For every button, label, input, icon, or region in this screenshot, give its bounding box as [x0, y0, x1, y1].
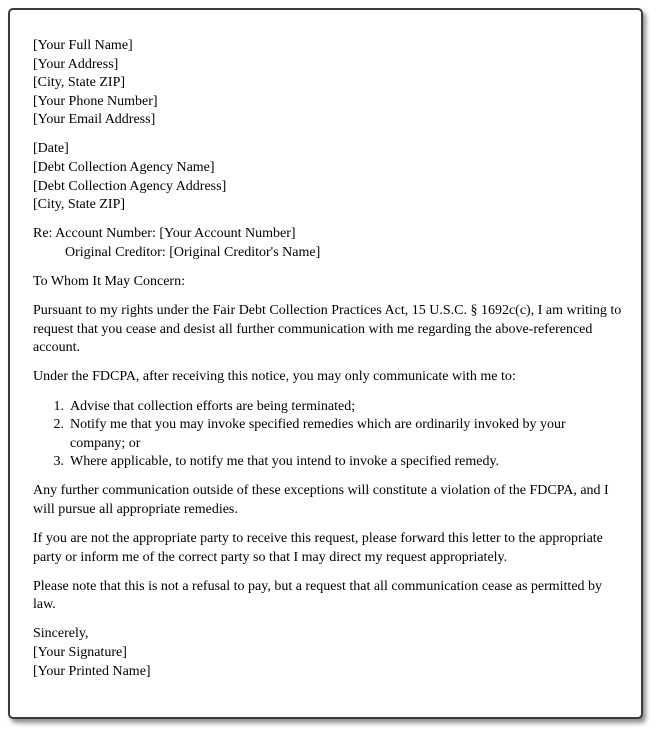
agency-city-line: [City, State ZIP] — [33, 197, 126, 213]
list-item — [33, 416, 623, 453]
sender-phone-line: [Your Phone Number] — [33, 93, 158, 109]
paragraph-not-refusal: Please note that this is not a refusal to pay, but a request that all communication cease as permitted by law. — [33, 578, 603, 613]
sender-email-line: [Your Email Address] — [33, 112, 156, 128]
reference-creditor-line: Original Creditor: [Original Creditor's Name] — [65, 244, 321, 260]
permitted-communications-list — [33, 398, 623, 472]
list-item-number: 2. — [53, 417, 64, 433]
paragraph-violation: Any further communication outside of these exceptions will constitute a violation of the FDCPA, and I will pursue all appropriate remedies. — [33, 483, 609, 517]
date-recipient-block — [33, 140, 623, 214]
signature-placeholder: [Your Signature] — [33, 645, 127, 661]
paragraph-forward: If you are not the appropriate party to receive this request, please forward this letter to the appropriate party or inform me of the correct party so that I may direct my request appropriately. — [33, 531, 603, 565]
date-line: [Date] — [33, 141, 69, 157]
sender-address-line: [Your Address] — [33, 56, 119, 72]
reference-block — [33, 225, 623, 262]
letter-document-page — [8, 8, 643, 719]
list-item-text: Notify me that you may invoke specified remedies which are ordinarily invoked by your company; or — [70, 417, 566, 451]
list-item-text: Where applicable, to notify me that you intend to invoke a specified remedy. — [70, 454, 500, 470]
list-item-number: 3. — [53, 454, 64, 470]
paragraph-under-fdcpa: Under the FDCPA, after receiving this notice, you may only communicate with me to: — [33, 369, 516, 385]
agency-address-line: [Debt Collection Agency Address] — [33, 178, 227, 194]
printed-name-placeholder: [Your Printed Name] — [33, 663, 151, 679]
closing-salutation: Sincerely, — [33, 626, 89, 642]
list-item — [33, 453, 623, 472]
list-item — [33, 398, 623, 417]
list-item-number: 1. — [53, 398, 64, 414]
reference-account-line: Re: Account Number: [Your Account Number] — [33, 226, 296, 242]
sender-name-line: [Your Full Name] — [33, 38, 133, 53]
list-item-text: Advise that collection efforts are being terminated; — [70, 398, 356, 414]
sender-city-line: [City, State ZIP] — [33, 75, 126, 91]
salutation: To Whom It May Concern: — [33, 274, 185, 290]
closing-block — [33, 625, 623, 681]
agency-name-line: [Debt Collection Agency Name] — [33, 160, 215, 176]
sender-address-block — [33, 37, 623, 130]
paragraph-pursuant: Pursuant to my rights under the Fair Debt Collection Practices Act, 15 U.S.C. § 1692c(c), I am writing to request that you cease and desist all further communication with me regarding the above-referenced account. — [33, 303, 622, 356]
